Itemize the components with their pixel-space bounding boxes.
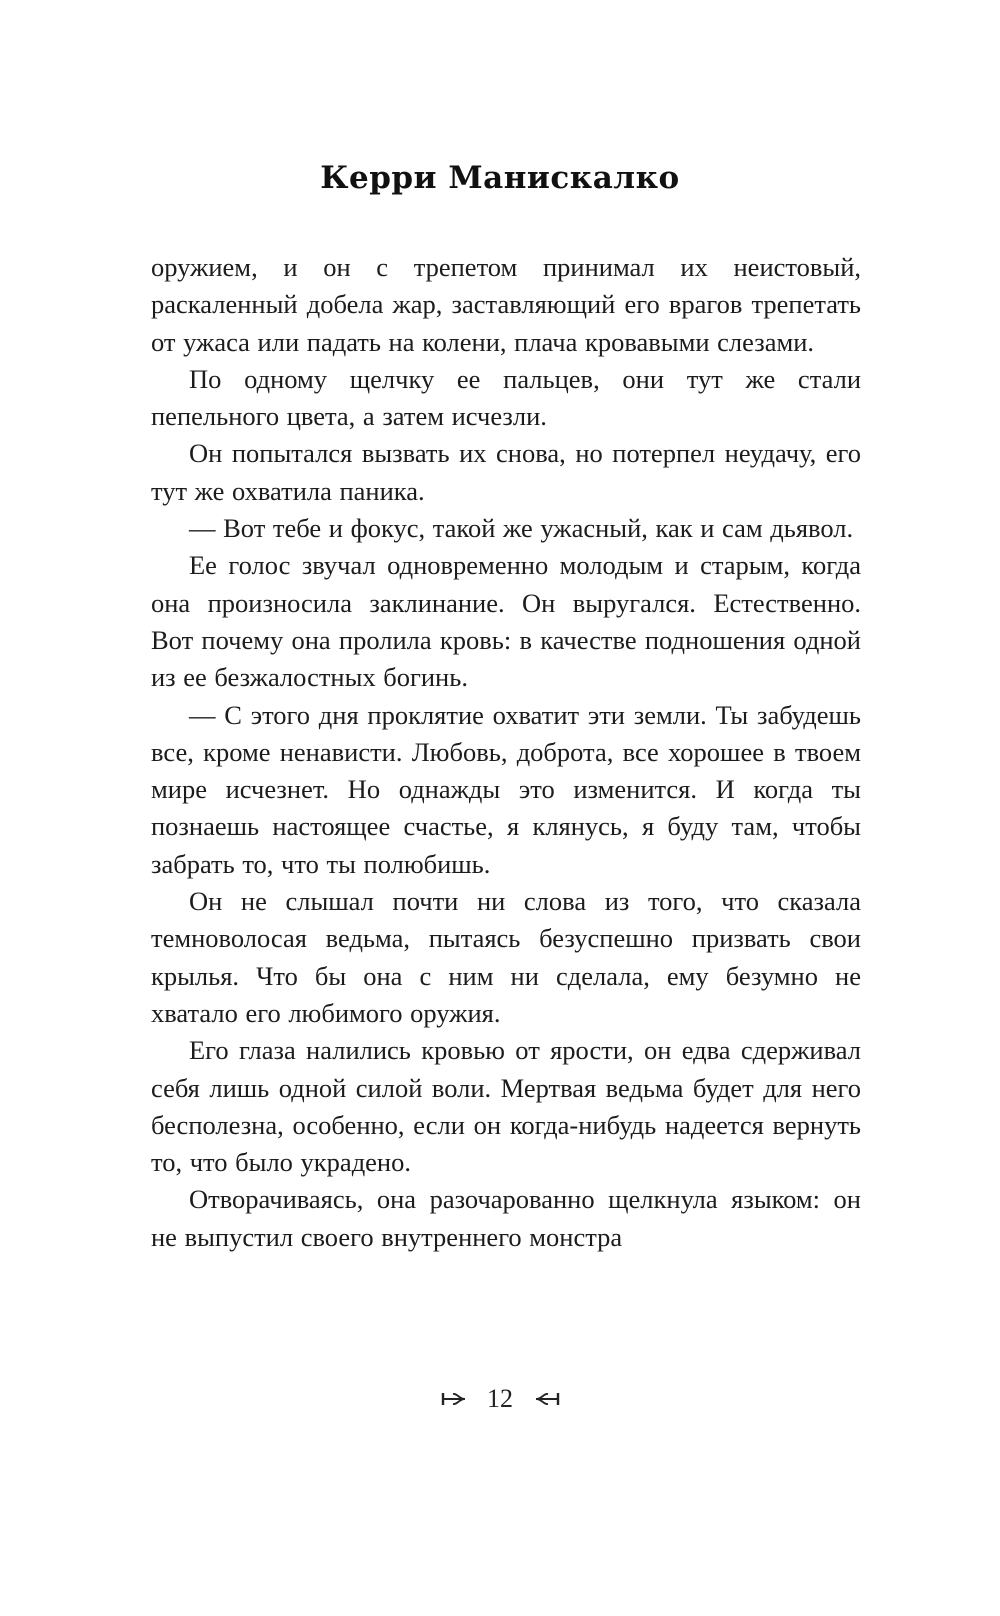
paragraph: Он попытался вызвать их снова, но потерпел неудачу, его тут же охватила паника. xyxy=(151,438,861,506)
paragraph: — Вот тебе и фокус, такой же ужасный, как и сам дьявол. xyxy=(189,513,854,544)
paragraph: Его глаза налились кровью от ярости, он едва сдерживал себя лишь одной силой воли. Мертвая ведьма будет для него бесполезна, особенно, если он когда-нибудь надеется вернуть то, что было украдено. xyxy=(151,1035,861,1178)
paragraph: оружием, и он с трепетом принимал их неистовый, раскаленный добела жар, заставляющий его врагов трепетать от ужаса или падать на колени, плача кровавыми слезами. xyxy=(151,252,861,357)
page-body xyxy=(151,249,861,1256)
page-number: 12 xyxy=(487,1384,513,1413)
ornament-left-icon xyxy=(441,1391,467,1407)
author-name: Керри Манискалко xyxy=(320,160,680,196)
paragraph: — С этого дня проклятие охватит эти земли. Ты забудешь все, кроме ненависти. Любовь, доброта, все хорошее в твоем мире исчезнет. Но однажды это изменится. И когда ты познаешь настоящее счастье, я клянусь, я буду там, чтобы забрать то, что ты полюбишь. xyxy=(151,699,861,879)
paragraph: Ее голос звучал одновременно молодым и старым, когда она произносила заклинание. Он выругался. Естественно. Вот почему она пролила кровь: в качестве подношения одной из ее безжалостных богинь. xyxy=(151,550,861,693)
running-header xyxy=(0,160,1000,196)
paragraph: Отворачиваясь, она разочарованно щелкнула языком: он не выпустил своего внутреннего монстра xyxy=(151,1184,861,1252)
page-footer xyxy=(0,1384,1000,1414)
ornament-right-icon xyxy=(534,1391,560,1407)
paragraph: По одному щелчку ее пальцев, они тут же стали пепельного цвета, а затем исчезли. xyxy=(151,363,861,432)
paragraph: Он не слышал почти ни слова из того, что сказала темноволосая ведьма, пытаясь безуспешно призвать свои крылья. Что бы она с ним ни сделала, ему безумно не хватало его любимого оружия. xyxy=(151,886,861,1028)
